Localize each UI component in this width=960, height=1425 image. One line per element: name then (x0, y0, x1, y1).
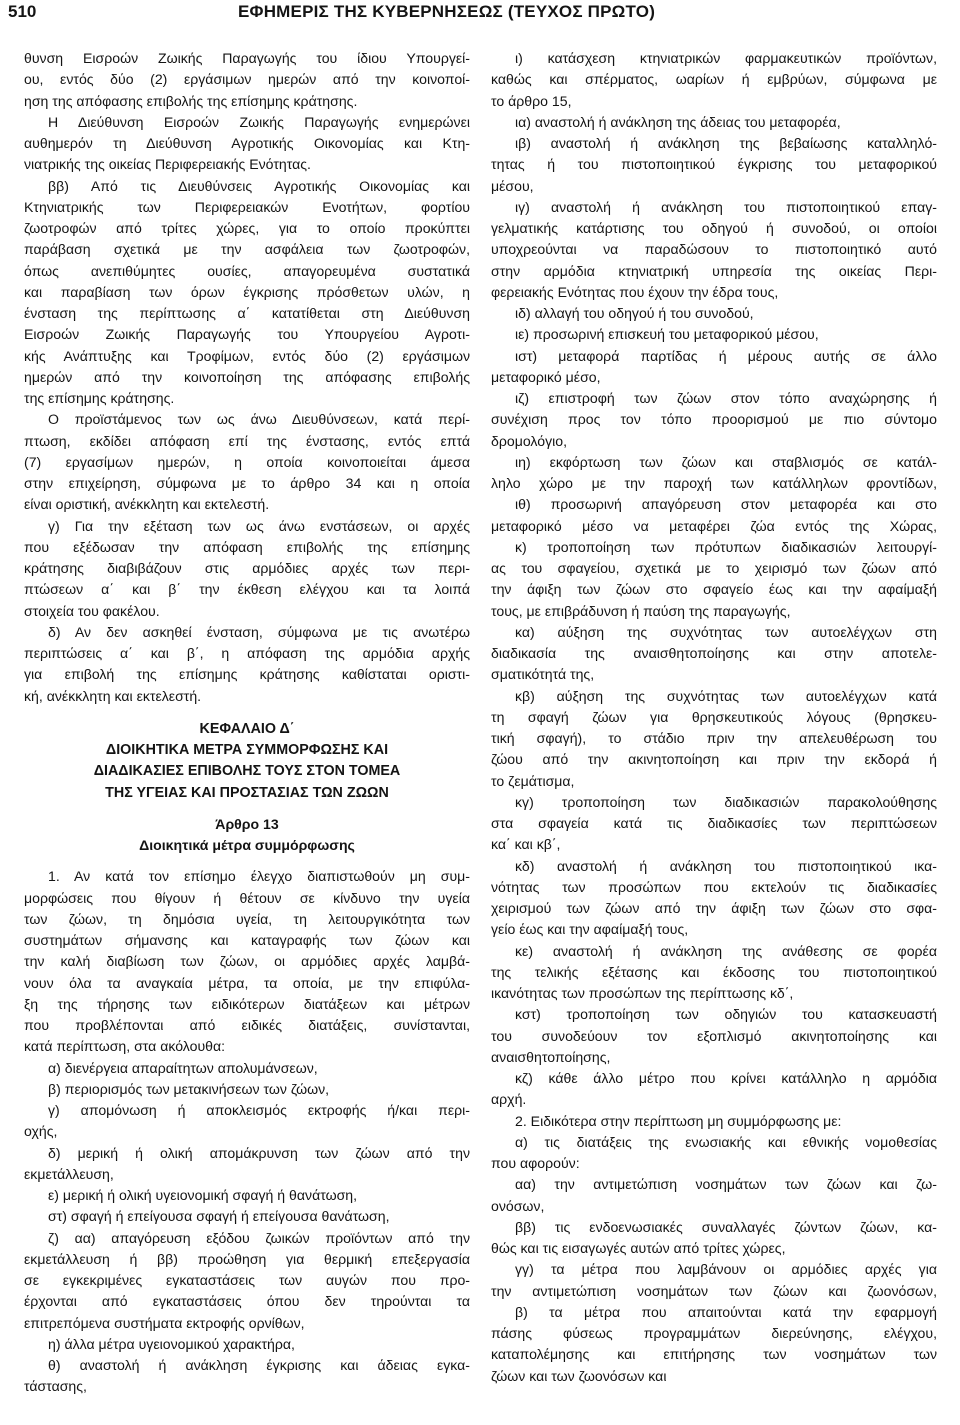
text-line: συνέχιση προς τον τόπο προορισμού με πιο σύντομο (491, 411, 937, 428)
text-line: έρχονται από εγκαταστάσεις όπου δεν τηρούνται τα (24, 1293, 470, 1310)
text-line: ββ) Από τις Διευθύνσεις Αγροτικής Οικονομίας και (48, 177, 470, 194)
text-line: ιγ) αναστολή ή ανάκληση του πιστοποιητικού επαγ- (515, 198, 937, 215)
text-line: το άρθρο 15, (491, 92, 572, 109)
text-line: 2. Ειδικότερα στην περίπτωση μη συμμόρφωσης με: (515, 1112, 842, 1129)
text-line: κε) αναστολή ή ανάκληση της ανάθεσης σε φορέα (515, 942, 937, 959)
text-line: α) διενέργεια απαραίτητων απολυμάνσεων, (48, 1059, 318, 1076)
text-line: ββ) τις ενδοενωσιακές συναλλαγές ζώντων ζώων, κα- (515, 1218, 937, 1235)
text-line: σματικότητά της, (491, 666, 595, 683)
text-line: ηση της απόφασης επιβολής της επίσημης κράτησης. (24, 92, 358, 109)
text-line: ιβ) αναστολή ή ανάκληση της βεβαίωσης καταλληλό- (515, 135, 937, 151)
text-line: γ) απομόνωση ή αποκλεισμός εκτροφής ή/και περι- (48, 1102, 470, 1118)
text-line: ένσταση της περίπτωσης α΄ κατατίθεται στη Διεύθυνση (24, 305, 470, 321)
text-line: ζωοτροφών από τρίτες χώρες, για το οποίο προκύπτει (24, 220, 470, 236)
text-line: εκμετάλλευση, (24, 1165, 114, 1182)
chapter-heading-line: ΔΙΑΔΙΚΑΣΙΕΣ ΕΠΙΒΟΛΗΣ ΤΟΥΣ ΣΤΟΝ ΤΟΜΕΑ (93, 763, 401, 780)
article-heading-line: Άρθρο 13 (215, 815, 279, 832)
page-header (0, 0, 960, 30)
text-line: νότητας των προσώπων που εκτελούν τις διαδικασίες (491, 878, 937, 895)
text-line: κγ) τροποποίηση των διαδικασιών παρακολούθησης (515, 793, 937, 810)
text-line: κ) τροποποίηση των πρότυπων διαδικασιών λειτουργί- (515, 538, 937, 555)
text-line: πάσης φύσεως προγραμμάτων διερεύνησης, ελέγχου, (491, 1325, 937, 1341)
text-line: νουν όλα τα αναγκαία μέτρα, τα οποία, με την επιφύλα- (24, 974, 470, 991)
text-line: υποχρεούνται να παραδώσουν το πιστοποιητικό αυτό (491, 241, 937, 258)
text-line: γελματικής κατάρτισης του οδηγού ή συνοδού, οι οποίοι (491, 220, 937, 236)
text-line: (7) εργασίμων ημερών, η οποία κοινοποιείται άμεσα (24, 453, 470, 470)
text-line: που αφορούν: (491, 1155, 580, 1171)
text-line: κστ) τροποποίηση των οδηγιών του κατασκευαστή (515, 1006, 937, 1023)
text-line: αα) την αντιμετώπιση νοσημάτων των ζώων και ζω- (515, 1176, 937, 1193)
text-line: στην επιχείρηση, σύμφωνα με το άρθρο 34 και η οποία (24, 475, 470, 491)
text-line: γείο έως και την αφαίμαξή τους, (491, 921, 689, 938)
right-text-column (491, 48, 937, 1387)
text-line: ζώου από την ακινητοποίηση και πριν την εκδορά ή (491, 751, 937, 768)
text-line: Ο προϊστάμενος των ως άνω Διευθύνσεων, κατά περί- (48, 411, 470, 428)
text-line: συστημάτων σήμανσης και καταγραφής των ζώων και (24, 932, 470, 948)
text-line: κράτησης διαβιβάζουν στις αρμόδιες αρχές των περι- (24, 560, 470, 576)
text-line: είναι οριστική, ανέκκλητη και εκτελεστή. (24, 496, 270, 513)
text-line: κα΄ και κβ΄, (491, 836, 561, 853)
spacer (24, 707, 470, 719)
text-line: την αντιμετώπιση νοσημάτων των ζώων και ζωονόσων, (491, 1282, 937, 1299)
text-line: που εξέδωσαν την απόφαση επιβολής της επίσημης (24, 538, 470, 555)
text-line: στοιχεία του φακέλου. (24, 602, 160, 619)
text-line: δ) Αν δεν ασκηθεί ένσταση, σύμφωνα με τις ανωτέρω (48, 623, 470, 640)
spacer (24, 856, 470, 866)
text-line: μεταφορικό μέσο, (491, 368, 601, 385)
text-line: κατά περίπτωση, στα ακόλουθα: (24, 1038, 226, 1055)
text-line: πτωση, εκδίδει απόφαση επί της ένστασης, εντός επτά (24, 432, 470, 449)
text-line: παράβαση σχετικά με την ασφάλεια των ζωοτροφών, (24, 241, 470, 258)
text-line: η) άλλα μέτρα υγειονομικού χαρακτήρα, (48, 1335, 295, 1352)
text-line: του συνοδεύουν τον εξοπλισμό ακινητοποίησης και (491, 1027, 937, 1044)
text-line: 1. Αν κατά τον επίσημο έλεγχο διαπιστωθούν μη συμ- (48, 868, 470, 885)
text-line: χειρισμού των ζώων από την άφιξη των ζώων στο σφα- (491, 900, 937, 916)
text-line: δ) μερική ή ολική απομάκρυνση των ζώων από την (48, 1144, 470, 1161)
text-line: Η Διεύθυνση Εισροών Ζωικής Παραγωγής ενημερώνει (48, 113, 470, 130)
text-line: των ζώων, τη δημόσια υγεία, τη λειτουργικότητα των (24, 910, 470, 927)
text-line: την καλή διαβίωση των ζώων, οι αρμόδιες αρχές λαμβά- (24, 953, 470, 970)
text-line: ιστ) μεταφορά παρτίδας ή μέρους αυτής σε άλλο (515, 347, 937, 364)
text-line: θώς και τις εισαγωγές αυτών από τρίτες χώρες, (491, 1240, 786, 1256)
text-line: γγ) τα μέτρα που λαμβάνουν οι αρμόδιες αρχές για (515, 1261, 937, 1278)
chapter-heading-line: ΔΙΟΙΚΗΤΙΚΑ ΜΕΤΡΑ ΣΥΜΜΟΡΦΩΣΗΣ ΚΑΙ (105, 742, 389, 758)
text-line: κής Ανάπτυξης και Τροφίμων, εντός δύο (2) εργάσιμων (24, 347, 470, 364)
text-line: μορφώσεις που θίγουν ή θέτουν σε κίνδυνο την υγεία (24, 889, 470, 906)
text-line: ιδ) αλλαγή του οδηγού ή του συνοδού, (515, 305, 754, 321)
text-line: καθώς και σπέρματος, ωαρίων ή εμβρύων, σύμφωνα με (491, 71, 937, 88)
text-line: τη σφαγή ζώων για θρησκευτικούς λόγους (θρησκευ- (491, 708, 937, 725)
text-line: ζ) αα) απαγόρευση εξόδου ζωικών προϊόντων από την (48, 1229, 470, 1246)
text-line: ιζ) επιστροφή των ζώων στον τόπο αναχώρησης ή (515, 390, 937, 406)
text-line: θ) αναστολή ή ανάκληση έγκρισης και άδειας εγκα- (48, 1357, 470, 1373)
text-line: Κτηνιατρικής των Περιφερειακών Ενοτήτων, φορτίου (24, 198, 470, 215)
text-line: κζ) κάθε άλλο μέτρο που κρίνει κατάλληλο η αρμόδια (515, 1070, 937, 1086)
text-line: στην αρμόδια κτηνιατρική υπηρεσία της οικείας Περι- (491, 262, 937, 279)
text-line: ημερών από την κοινοποίηση της απόφασης επιβολής (24, 368, 470, 385)
text-line: νιατρικής της οικείας Περιφερειακής Ενότητας. (24, 156, 311, 173)
text-line: ζώων και των ζωονόσων και (491, 1367, 667, 1384)
text-line: στ) σφαγή ή επείγουσα σφαγή ή επείγουσα θανάτωση, (48, 1208, 390, 1225)
text-line: πτώσεων α΄ και β΄ την έκθεση ελέγχου και τα λοιπά (24, 581, 470, 598)
gazette-title: ΕΦΗΜΕΡΙΣ ΤΗΣ ΚΥΒΕΡΝΗΣΕΩΣ (ΤΕΥΧΟΣ ΠΡΩΤΟ) (238, 2, 656, 21)
text-line: αυθημερόν τη Διεύθυνση Αγροτικής Οικονομίας και Κτη- (24, 135, 470, 151)
text-line: και παραβίαση των όρων έγκρισης πρόσθετων υλών, η (24, 283, 470, 300)
text-line: εκμετάλλευση ή ββ) προώθηση για θερμική επεξεργασία (24, 1250, 470, 1267)
text-line: ιη) εκφόρτωση των ζώων και σταβλισμός σε κατάλ- (515, 453, 937, 470)
text-line: αρχή. (491, 1091, 527, 1108)
article-heading-line: Διοικητικά μέτρα συμμόρφωσης (139, 837, 355, 853)
chapter-heading-line: ΤΗΣ ΥΓΕΙΑΣ ΚΑΙ ΠΡΟΣΤΑΣΙΑΣ ΤΩΝ ΖΩΩΝ (105, 784, 389, 801)
text-line: β) τα μέτρα που απαιτούνται κατά την εφαρμογή (515, 1303, 937, 1320)
text-line: αναισθητοποίησης, (491, 1048, 611, 1065)
text-line: ληλο χώρο με την παροχή των κατάλληλων φροντίδων, (491, 475, 937, 491)
text-line: κα) αύξηση της συχνότητας των αυτοελέγχων στη (515, 623, 937, 640)
text-line: ονόσων, (491, 1197, 545, 1214)
text-line: καταπολέμησης και επιτήρησης των νοσημάτων των (491, 1346, 937, 1363)
text-line: ας του σφαγείου, σχετικά με το χειρισμό των ζώων από (491, 560, 937, 576)
text-line: τους, με επιβράδυνση ή παύση της παραγωγής, (491, 602, 791, 619)
text-line: ικανότητας των προσώπων της περίπτωσης κδ΄, (491, 985, 794, 1001)
text-line: Εισροών Ζωικής Παραγωγής του Υπουργείου Αγροτι- (24, 326, 470, 343)
text-line: επιτρεπόμενα συστήματα εκτροφής ορνίθων, (24, 1314, 305, 1331)
text-line: μέσου, (491, 177, 534, 194)
text-line: τάστασης, (24, 1378, 87, 1395)
text-line: σε εγκεκριμένες εγκαταστάσεις των αυγών που προ- (24, 1272, 470, 1288)
text-line: που προβλέπονται από ειδικές διατάξεις, συνίστανται, (24, 1017, 470, 1033)
text-line: ιθ) προσωρινή απαγόρευση στον μεταφορέα και στο (515, 496, 937, 513)
text-line: οχής, (24, 1123, 58, 1140)
left-text-column (24, 48, 470, 1398)
text-line: ξη της τήρησης των ειδικότερων διατάξεων και μέτρων (24, 995, 470, 1012)
text-line: ιε) προσωρινή επισκευή του μεταφορικού μέσου, (515, 326, 819, 343)
text-line: ια) αναστολή ή ανάκληση της άδειας του μεταφορέα, (515, 113, 841, 130)
text-line: α) τις διατάξεις της ενωσιακής και εθνικής νομοθεσίας (515, 1133, 937, 1150)
text-line: στα σφαγεία κατά τις διαδικασίες των περιπτώσεων (491, 815, 937, 831)
text-line: κδ) αναστολή ή ανάκληση του πιστοποιητικού ικα- (515, 857, 937, 874)
page-number: 510 (8, 2, 37, 21)
text-line: κβ) αύξηση της συχνότητας των αυτοελέγχων κατά (515, 687, 937, 704)
text-line: κή, ανέκκλητη και εκτελεστή. (24, 687, 202, 704)
text-line: ε) μερική ή ολική υγειονομική σφαγή ή θανάτωση, (48, 1187, 358, 1203)
text-line: β) περιορισμός των μετακινήσεων των ζώων, (48, 1080, 330, 1097)
spacer (24, 804, 470, 814)
text-line: ου, εντός δύο (2) εργάσιμων ημερών από την κοινοποί- (24, 71, 470, 88)
text-line: δρομολόγιο, (491, 432, 567, 449)
chapter-heading-line: ΚΕΦΑΛΑΙΟ Δ΄ (199, 720, 295, 737)
text-line: τητας ή του πιστοποιητικού έγκρισης του μεταφορικού (491, 156, 937, 173)
text-line: την άφιξη των ζώων στο σφαγείο έως και την αφαίμαξή (491, 581, 937, 598)
text-line: περιπτώσεις α΄ και β΄, η απόφαση της αρμόδια αρχής (24, 645, 470, 661)
text-line: της τελικής εξέτασης και έκδοσης του πιστοποιητικού (491, 963, 937, 980)
text-line: για επιβολή της επίσημης κράτησης καθίσταται οριστι- (24, 666, 470, 683)
text-line: διαδικασία της αναισθητοποίησης και στην αποτελε- (491, 645, 937, 661)
text-line: όπως ανεπιθύμητες ουσίες, απαγορευμένα συστατικά (24, 262, 470, 279)
text-line: ι) κατάσχεση κτηνιατρικών φαρμακευτικών προϊόντων, (515, 50, 937, 66)
text-line: φερειακής Ενότητας που έχουν την έδρα τους, (491, 283, 779, 300)
text-line: μεταφορικό μέσο να μεταφέρει ζώα εντός της Χώρας, (491, 517, 937, 534)
text-line: θυνση Εισροών Ζωικής Παραγωγής του ίδιου Υπουργεί- (24, 50, 470, 66)
text-line: το ζεμάτισμα, (491, 772, 575, 789)
text-line: της επίσημης κράτησης. (24, 390, 175, 406)
text-line: γ) Για την εξέταση των ως άνω ενστάσεων, οι αρχές (48, 517, 470, 534)
text-line: τική σφαγή), το στάδιο πριν την απελευθέρωση του (491, 730, 937, 746)
